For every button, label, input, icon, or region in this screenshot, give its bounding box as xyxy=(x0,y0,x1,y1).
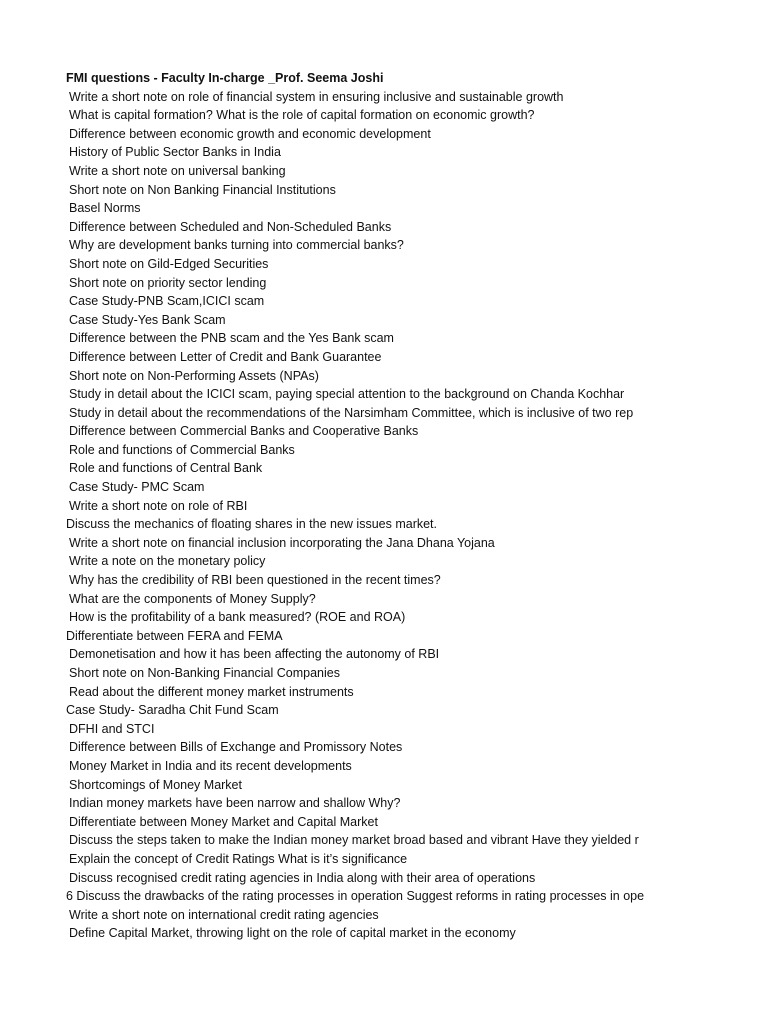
question-row: Write a short note on universal banking xyxy=(69,163,286,178)
question-row: Study in detail about the recommendations of the Narsimham Committee, which is inclusive of two rep xyxy=(69,405,634,420)
question-row: Short note on Non-Banking Financial Companies xyxy=(69,666,340,680)
question-row: Differentiate between FERA and FEMA xyxy=(66,628,283,643)
question-row: Read about the different money market instruments xyxy=(69,684,354,699)
question-row: Short note on priority sector lending xyxy=(69,275,267,290)
question-row: Basel Norms xyxy=(69,201,141,216)
question-row: Write a short note on international credit rating agencies xyxy=(69,907,379,922)
question-row: Difference between Bills of Exchange and Promissory Notes xyxy=(69,740,403,755)
question-sheet xyxy=(66,69,648,943)
question-row: Why has the credibility of RBI been questioned in the recent times? xyxy=(69,573,441,588)
question-row: Difference between the PNB scam and the Yes Bank scam xyxy=(69,331,394,346)
question-row: Write a note on the monetary policy xyxy=(69,554,266,569)
question-list xyxy=(66,88,648,943)
question-row: Indian money markets have been narrow and shallow Why? xyxy=(69,796,401,811)
question-row: 6 Discuss the drawbacks of the rating processes in operation Suggest reforms in rating processes in ope xyxy=(66,889,645,904)
question-row: Money Market in India and its recent developments xyxy=(69,758,352,773)
question-row: Difference between Commercial Banks and Cooperative Banks xyxy=(69,424,419,439)
question-row: Short note on Non Banking Financial Institutions xyxy=(69,182,336,197)
question-row: Write a short note on role of financial system in ensuring inclusive and sustainable growth xyxy=(69,89,564,104)
question-row: Discuss recognised credit rating agencies in India along with their area of operations xyxy=(69,870,536,885)
question-row: DFHI and STCI xyxy=(69,721,155,736)
question-row: Write a short note on financial inclusion incorporating the Jana Dhana Yojana xyxy=(69,535,495,550)
question-row: Study in detail about the ICICI scam, paying special attention to the background on Chanda Kochhar xyxy=(69,387,625,402)
question-row: Role and functions of Commercial Banks xyxy=(69,442,295,457)
question-row: Shortcomings of Money Market xyxy=(69,777,242,792)
question-row: Why are development banks turning into commercial banks? xyxy=(69,238,404,253)
question-row: Case Study-Yes Bank Scam xyxy=(69,312,226,327)
question-row: History of Public Sector Banks in India xyxy=(69,145,281,160)
question-row: What are the components of Money Supply? xyxy=(69,591,316,606)
page-title: FMI questions - Faculty In-charge _Prof. Seema Joshi xyxy=(66,71,384,85)
question-row: Write a short note on role of RBI xyxy=(69,498,248,513)
question-row: Demonetisation and how it has been affecting the autonomy of RBI xyxy=(69,647,440,662)
question-row: Discuss the mechanics of floating shares in the new issues market. xyxy=(66,517,438,532)
question-row: Discuss the steps taken to make the Indian money market broad based and vibrant Have they yielded r xyxy=(69,833,639,848)
question-row: Role and functions of Central Bank xyxy=(69,461,263,476)
question-row: Case Study- Saradha Chit Fund Scam xyxy=(66,703,279,718)
question-row: Short note on Gild-Edged Securities xyxy=(69,256,269,271)
question-row: Differentiate between Money Market and Capital Market xyxy=(69,814,378,829)
question-row: What is capital formation? What is the role of capital formation on economic growth? xyxy=(69,108,535,123)
question-row: Define Capital Market, throwing light on the role of capital market in the economy xyxy=(69,926,516,941)
question-row: Short note on Non-Performing Assets (NPAs) xyxy=(69,368,319,383)
question-row: Difference between Scheduled and Non-Scheduled Banks xyxy=(69,219,392,234)
question-row: Case Study-PNB Scam,ICICI scam xyxy=(69,294,265,309)
question-row: Difference between economic growth and economic development xyxy=(69,126,431,141)
question-row: How is the profitability of a bank measured? (ROE and ROA) xyxy=(69,610,406,625)
question-row: Explain the concept of Credit Ratings What is it’s significance xyxy=(69,851,408,866)
question-row: Case Study- PMC Scam xyxy=(69,480,205,495)
question-row: Difference between Letter of Credit and Bank Guarantee xyxy=(69,349,382,364)
